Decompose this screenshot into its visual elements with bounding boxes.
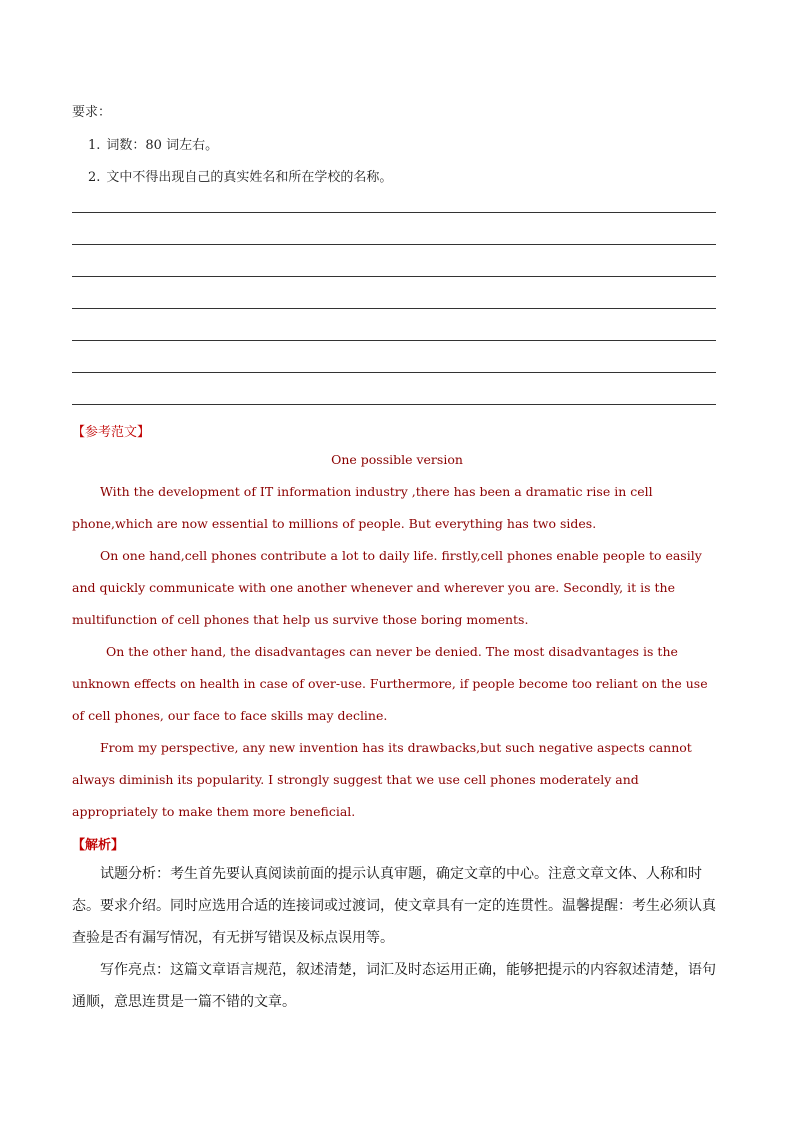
writing-line xyxy=(72,276,716,277)
requirement-item-2 xyxy=(88,166,392,185)
analysis-paragraph: 试题分析：考生首先要认真阅读前面的提示认真审题，确定文章的中心。注意文章文体、人称和时态。要求介绍。同时应选用合适的连接词或过渡词，使文章具有一定的连贯性。温馨提醒：考生必须认真查验是否有漏写情况，有无拼写错误及标点误用等。 xyxy=(72,866,716,946)
requirement-number: 2. xyxy=(88,170,101,185)
essay-paragraph: On one hand,cell phones contribute a lot to daily life. firstly,cell phones enable people to easily and quickly communicate with one another whenever and wherever you are. Secondly, it is the multifunction of cell phones that help us survive those boring moments. xyxy=(72,548,702,627)
writing-line xyxy=(72,372,716,373)
requirement-item-1 xyxy=(88,134,218,153)
requirement-text: 文中不得出现自己的真实姓名和所在学校的名称。 xyxy=(106,170,393,185)
essay-paragraph: With the development of IT information industry ,there has been a dramatic rise in cell phone,which are now essential to millions of people. But everything has two sides. xyxy=(72,484,653,531)
analysis-paragraph: 写作亮点：这篇文章语言规范，叙述清楚，词汇及时态运用正确，能够把提示的内容叙述清楚，语句通顺，意思连贯是一篇不错的文章。 xyxy=(72,962,716,1010)
analysis-heading: 【解析】 xyxy=(72,838,125,853)
writing-line xyxy=(72,404,716,405)
essay-title: One possible version xyxy=(331,452,463,467)
reference-heading: 【参考范文】 xyxy=(72,425,151,440)
essay-paragraph: From my perspective, any new invention has its drawbacks,but such negative aspects cannot always diminish its popularity. I strongly suggest that we use cell phones moderately and appropriately to make them more beneficial. xyxy=(72,740,692,819)
writing-line xyxy=(72,244,716,245)
writing-line xyxy=(72,212,716,213)
writing-line xyxy=(72,308,716,309)
essay-paragraph: On the other hand, the disadvantages can never be denied. The most disadvantages is the unknown effects on health in case of over-use. Furthermore, if people become too reliant on the use of cell phones, our face to face skills may decline. xyxy=(72,644,708,723)
writing-lines xyxy=(72,212,716,436)
requirement-number: 1. xyxy=(88,138,101,153)
requirement-text: 词数：80 词左右。 xyxy=(106,138,219,153)
requirements-title: 要求： xyxy=(72,105,112,120)
writing-line xyxy=(72,340,716,341)
essay-body xyxy=(72,476,716,828)
analysis-body xyxy=(72,858,724,1018)
